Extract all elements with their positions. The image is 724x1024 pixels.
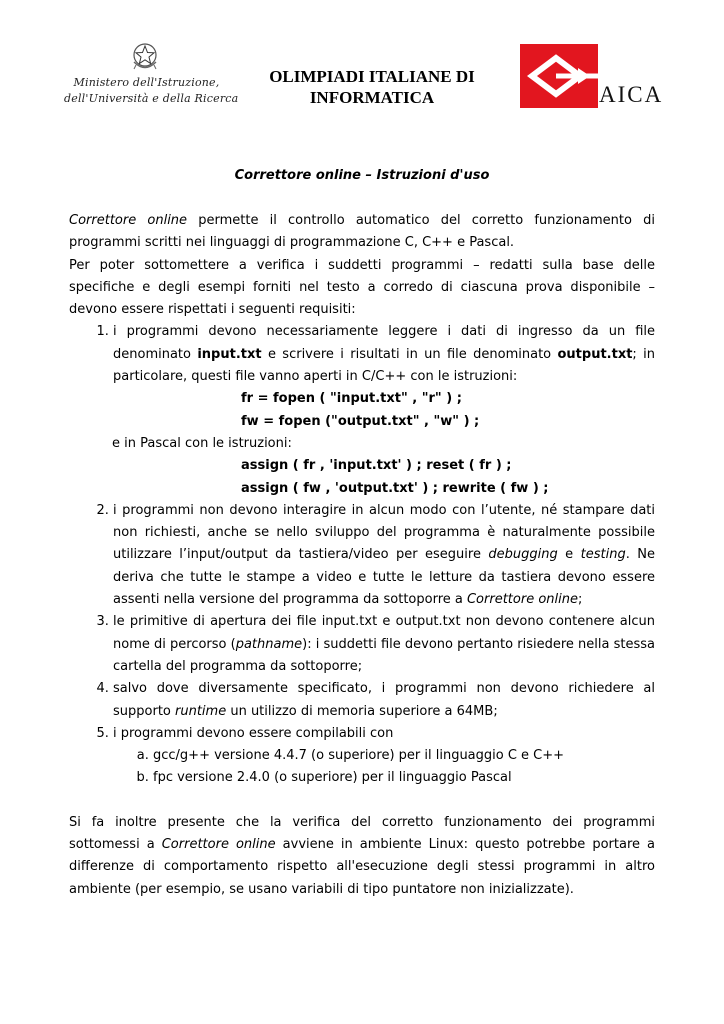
ministry-name-line1: Ministero dell'Istruzione, bbox=[73, 76, 220, 89]
intro-text: permette il controllo automatico del corretto funzionamento di programmi scritti nei linguaggi di programmazione C, C++ e Pascal. bbox=[69, 213, 655, 251]
document-body bbox=[69, 210, 655, 901]
requirement-5 bbox=[113, 723, 655, 790]
ministry-logo bbox=[64, 40, 239, 112]
output-filename: output.txt bbox=[557, 346, 633, 362]
c-code-line-1 bbox=[113, 388, 655, 410]
testing-term: testing bbox=[580, 547, 626, 563]
pascal-code-line-2 bbox=[69, 478, 655, 500]
pascal-code-line-1 bbox=[69, 455, 655, 477]
compiler-item-gcc: a. gcc/g++ versione 4.4.7 (o superiore) per il linguaggio C e C++ bbox=[153, 745, 655, 767]
pascal-intro: e in Pascal con le istruzioni: bbox=[112, 435, 292, 451]
olympiad-title-line1: OLIMPIADI ITALIANE DI bbox=[269, 67, 475, 86]
closing-text-a: Si fa inoltre presente che la verifica del corretto funzionamento dei programmi sottomessi a bbox=[69, 814, 655, 853]
olympiad-title-line2: INFORMATICA bbox=[309, 88, 435, 107]
c-fopen-input: fr = fopen ( "input.txt" , "r" ) ; bbox=[241, 391, 462, 407]
document-title: Correttore online – Istruzioni d'uso bbox=[234, 168, 490, 183]
compiler-list bbox=[113, 745, 655, 790]
requirements-intro: Per poter sottomettere a verifica i suddetti programmi – redatti sulla base delle specifiche e degli esempi forniti nel testo a corredo di ciascuna prova disponibile – devono essere rispettati i seguenti requisiti: bbox=[69, 257, 655, 318]
req1-text-c: ; in particolare, questi file vanno aperti in C/C++ con le istruzioni: bbox=[113, 346, 656, 385]
intro-paragraph bbox=[69, 210, 655, 255]
requirement-1 bbox=[113, 321, 655, 432]
req3-text-b: ): i suddetti file devono pertanto risiedere nella stessa cartella del programma da sottoporre; bbox=[113, 636, 655, 674]
spacer bbox=[69, 790, 655, 812]
c-code-line-2 bbox=[113, 411, 655, 433]
ministry-name-line2: dell'Università e della Ricerca bbox=[64, 92, 239, 105]
req4-text-a: salvo dove diversamente specificato, i programmi non devono richiedere al supporto bbox=[113, 681, 655, 719]
correttore-online-term: Correttore online bbox=[161, 837, 276, 853]
correttore-online-term: Correttore online bbox=[466, 592, 578, 608]
requirement-4 bbox=[113, 678, 655, 723]
aica-logo bbox=[520, 44, 672, 108]
pascal-assign-input: assign ( fr , 'input.txt' ) ; reset ( fr ) ; bbox=[241, 458, 512, 474]
req2-text-c: . Ne deriva che tutte le stampe a video e tutte le letture da tastiera devono essere assenti nella versione del programma da sottoporre a bbox=[113, 547, 655, 608]
c-fopen-output: fw = fopen ("output.txt" , "w" ) ; bbox=[241, 413, 480, 429]
olympiad-title bbox=[246, 66, 498, 108]
requirement-2 bbox=[113, 500, 655, 611]
correttore-online-term: Correttore online bbox=[69, 213, 188, 228]
italian-republic-emblem-icon bbox=[130, 40, 160, 72]
req2-text-d: ; bbox=[577, 592, 583, 608]
req4-text-b: un utilizzo di memoria superiore a 64MB; bbox=[226, 703, 498, 719]
debugging-term: debugging bbox=[488, 547, 558, 563]
aica-mark-icon bbox=[520, 44, 598, 108]
req2-text-a: i programmi non devono interagire in alcun modo con l’utente, né stampare dati non richiesti, anche se nello sviluppo del programma è naturalmente possibile utilizzare l’input/output da tastiera/video per eseguire bbox=[113, 502, 655, 563]
compiler-item-fpc: b. fpc versione 2.4.0 (o superiore) per il linguaggio Pascal bbox=[153, 767, 655, 789]
req1-text-a: i programmi devono necessariamente leggere i dati di ingresso da un file denominato bbox=[113, 324, 655, 362]
closing-paragraph bbox=[69, 812, 655, 901]
req5-text: i programmi devono essere compilabili con bbox=[113, 725, 394, 741]
requirements-list bbox=[69, 321, 655, 432]
runtime-term: runtime bbox=[175, 703, 227, 719]
req2-text-b: e bbox=[557, 547, 581, 563]
requirement-3 bbox=[113, 611, 655, 678]
req3-text-a: le primitive di apertura dei file input.txt e output.txt non devono contenere alcun nome di percorso ( bbox=[113, 614, 655, 652]
requirements-list-continued bbox=[69, 500, 655, 790]
req1-text-b: e scrivere i risultati in un file denominato bbox=[261, 346, 558, 362]
input-filename: input.txt bbox=[197, 346, 262, 362]
closing-text-b: avviene in ambiente Linux: questo potrebbe portare a differenze di comportamento rispetto all'esecuzione degli stessi programmi in altro ambiente (per esempio, se usano variabili di tipo puntatore non inizializzate). bbox=[69, 837, 655, 897]
pathname-term: pathname bbox=[235, 636, 303, 652]
pascal-assign-output: assign ( fw , 'output.txt' ) ; rewrite ( fw ) ; bbox=[241, 480, 549, 496]
aica-logo-text: AICA bbox=[599, 82, 664, 107]
